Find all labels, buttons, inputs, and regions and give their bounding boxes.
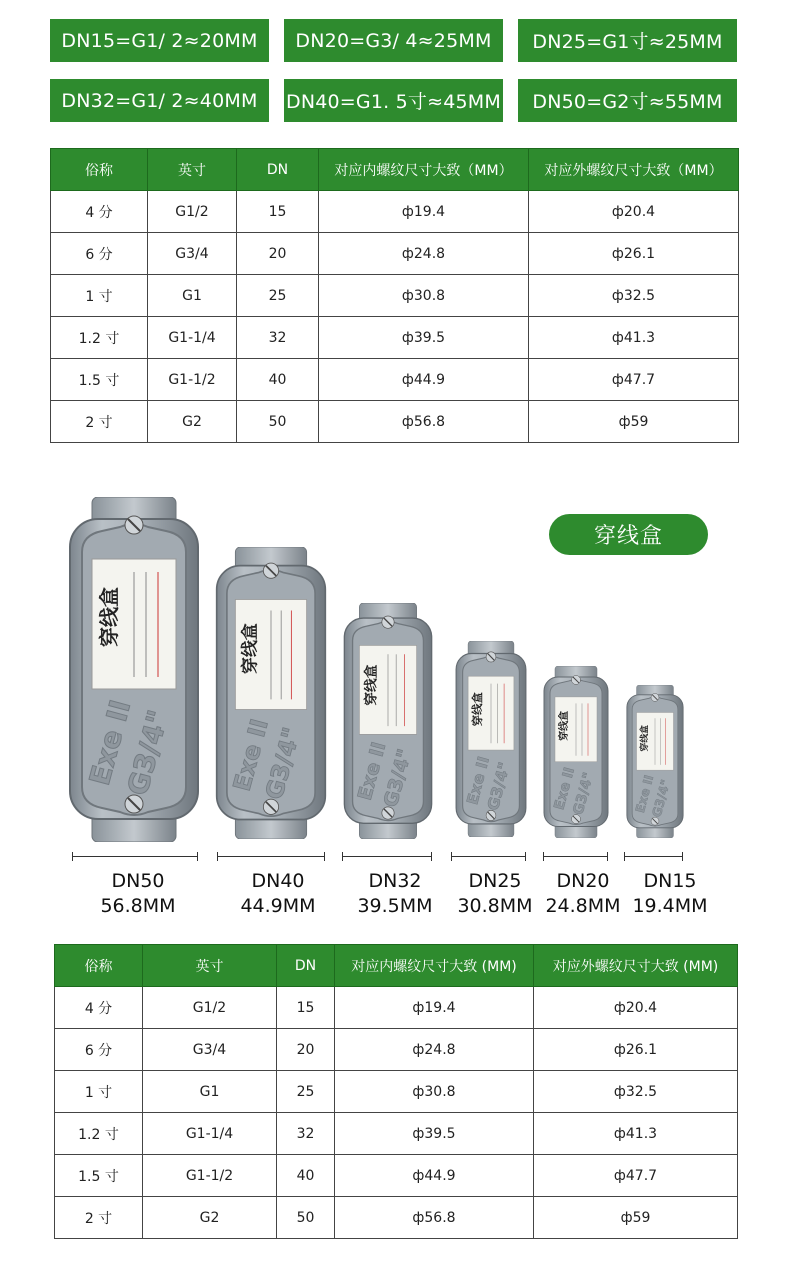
cell: 6 分 <box>51 233 148 275</box>
size-label <box>453 869 537 919</box>
cell: G2 <box>148 401 237 443</box>
cell: ф20.4 <box>529 191 739 233</box>
size-badge: DN20=G3/ 4≈25MM <box>284 19 503 62</box>
cell: 40 <box>277 1155 335 1197</box>
cell: 2 寸 <box>51 401 148 443</box>
cell: ф47.7 <box>529 359 739 401</box>
size-dn: DN40 <box>251 870 305 892</box>
size-dn: DN50 <box>111 870 165 892</box>
cell: G1-1/2 <box>148 359 237 401</box>
cell: 4 分 <box>55 987 143 1029</box>
table-row <box>55 1197 738 1239</box>
size-label <box>80 869 196 919</box>
cell: ф30.8 <box>335 1071 534 1113</box>
junction-box-image <box>543 666 609 838</box>
size-label <box>628 869 712 919</box>
cell: ф30.8 <box>319 275 529 317</box>
cell: 1.2 寸 <box>55 1113 143 1155</box>
table-row <box>55 1071 738 1113</box>
cell: 32 <box>237 317 319 359</box>
table-row <box>51 275 739 317</box>
table-row <box>51 401 739 443</box>
header-cell: 对应内螺纹尺寸大致 (MM) <box>335 945 534 987</box>
cell: 40 <box>237 359 319 401</box>
header-cell: 对应外螺纹尺寸大致（MM） <box>529 149 739 191</box>
table-row <box>51 317 739 359</box>
cell: ф59 <box>534 1197 738 1239</box>
junction-box-image <box>455 641 527 837</box>
width-measure-line <box>72 852 198 861</box>
spec-table-top <box>50 148 739 443</box>
header-cell: 俗称 <box>51 149 148 191</box>
header-cell: 对应内螺纹尺寸大致（MM） <box>319 149 529 191</box>
cell: ф39.5 <box>335 1113 534 1155</box>
junction-box-image <box>215 547 327 839</box>
junction-box-image <box>68 497 200 842</box>
cell: ф47.7 <box>534 1155 738 1197</box>
width-measure-line <box>217 852 325 861</box>
header-cell: 英寸 <box>143 945 277 987</box>
cell: G1 <box>143 1071 277 1113</box>
table-row <box>51 359 739 401</box>
header-cell: 英寸 <box>148 149 237 191</box>
junction-box-image <box>343 603 433 839</box>
cell: ф59 <box>529 401 739 443</box>
size-mm: 19.4MM <box>632 895 708 917</box>
cell: 50 <box>237 401 319 443</box>
size-dn: DN25 <box>468 870 522 892</box>
table-row <box>55 1155 738 1197</box>
size-dn: DN20 <box>556 870 610 892</box>
cell: ф44.9 <box>335 1155 534 1197</box>
size-badge: DN25=G1寸≈25MM <box>518 19 737 62</box>
cell: 4 分 <box>51 191 148 233</box>
cell: 1.2 寸 <box>51 317 148 359</box>
cell: 20 <box>237 233 319 275</box>
table-row <box>55 1113 738 1155</box>
size-badge: DN32=G1/ 2≈40MM <box>50 79 269 122</box>
cell: 1.5 寸 <box>55 1155 143 1197</box>
width-measure-line <box>543 852 608 861</box>
cell: G2 <box>143 1197 277 1239</box>
cell: ф19.4 <box>335 987 534 1029</box>
table-row <box>55 987 738 1029</box>
table-row <box>51 233 739 275</box>
cell: ф19.4 <box>319 191 529 233</box>
cell: ф20.4 <box>534 987 738 1029</box>
width-measure-line <box>342 852 432 861</box>
cell: ф56.8 <box>335 1197 534 1239</box>
header-cell: 俗称 <box>55 945 143 987</box>
cell: ф41.3 <box>529 317 739 359</box>
cell: 50 <box>277 1197 335 1239</box>
cell: G1-1/2 <box>143 1155 277 1197</box>
cell: 2 寸 <box>55 1197 143 1239</box>
cell: ф26.1 <box>529 233 739 275</box>
size-mm: 24.8MM <box>545 895 621 917</box>
table-row <box>55 1029 738 1071</box>
cell: 15 <box>277 987 335 1029</box>
cell: 1 寸 <box>55 1071 143 1113</box>
cell: ф26.1 <box>534 1029 738 1071</box>
cell: 20 <box>277 1029 335 1071</box>
cell: 1.5 寸 <box>51 359 148 401</box>
cell: ф56.8 <box>319 401 529 443</box>
cell: G1-1/4 <box>143 1113 277 1155</box>
cell: G1/2 <box>148 191 237 233</box>
width-measure-line <box>451 852 526 861</box>
cell: ф41.3 <box>534 1113 738 1155</box>
cell: 6 分 <box>55 1029 143 1071</box>
size-label <box>540 869 626 919</box>
cell: G1-1/4 <box>148 317 237 359</box>
cell: G1 <box>148 275 237 317</box>
size-badge: DN50=G2寸≈55MM <box>518 79 737 122</box>
cell: G1/2 <box>143 987 277 1029</box>
size-mm: 30.8MM <box>457 895 533 917</box>
cell: ф32.5 <box>529 275 739 317</box>
cell: G3/4 <box>143 1029 277 1071</box>
cell: ф24.8 <box>335 1029 534 1071</box>
size-label <box>340 869 450 919</box>
header-cell: 对应外螺纹尺寸大致 (MM) <box>534 945 738 987</box>
size-label <box>222 869 334 919</box>
cell: 1 寸 <box>51 275 148 317</box>
size-dn: DN32 <box>368 870 422 892</box>
cell: 25 <box>237 275 319 317</box>
header-cell: DN <box>237 149 319 191</box>
size-mm: 44.9MM <box>240 895 316 917</box>
junction-box-image <box>626 685 684 838</box>
header-cell: DN <box>277 945 335 987</box>
cell: 32 <box>277 1113 335 1155</box>
size-dn: DN15 <box>643 870 697 892</box>
size-badge: DN15=G1/ 2≈20MM <box>50 19 269 62</box>
cell: ф24.8 <box>319 233 529 275</box>
cell: ф44.9 <box>319 359 529 401</box>
cell: ф32.5 <box>534 1071 738 1113</box>
size-mm: 39.5MM <box>357 895 433 917</box>
table-header-row <box>55 945 738 987</box>
cell: ф39.5 <box>319 317 529 359</box>
cell: 15 <box>237 191 319 233</box>
table-row <box>51 191 739 233</box>
width-measure-line <box>624 852 683 861</box>
product-title-badge: 穿线盒 <box>549 514 708 555</box>
spec-table-bottom <box>54 944 738 1239</box>
cell: G3/4 <box>148 233 237 275</box>
size-badge: DN40=G1. 5寸≈45MM <box>284 79 503 122</box>
cell: 25 <box>277 1071 335 1113</box>
size-mm: 56.8MM <box>100 895 176 917</box>
table-header-row <box>51 149 739 191</box>
